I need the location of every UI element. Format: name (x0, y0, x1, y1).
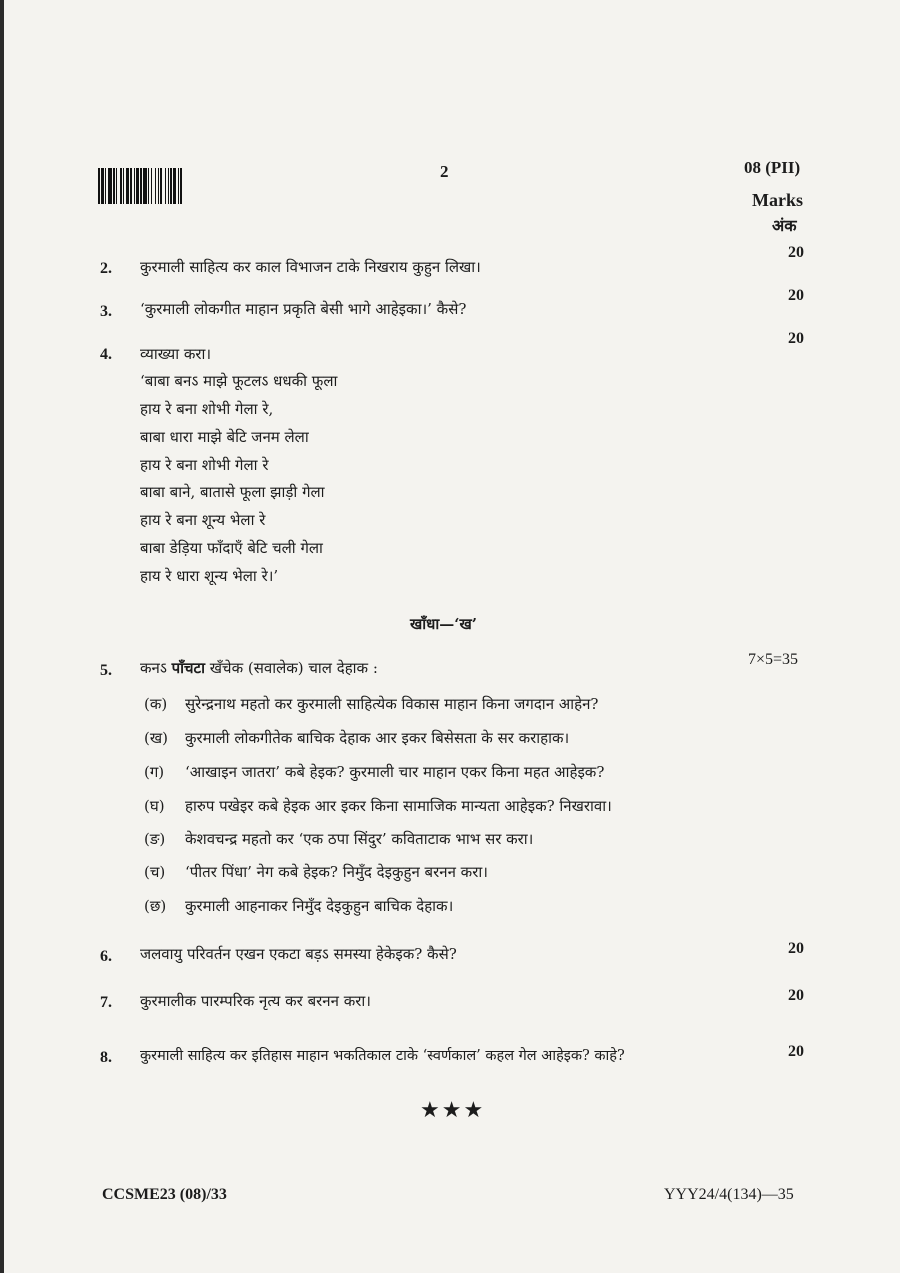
poem-line: बाबा बाने, बातासे फूला झाड़ी गेला (140, 483, 325, 501)
question-text: कुरमालीक पारम्परिक नृत्य कर बरनन करा। (140, 992, 371, 1010)
barcode-bar (108, 168, 112, 204)
barcode-bar (170, 168, 172, 204)
question-text: ‘कुरमाली लोकगीत माहान प्रकृति बेसी भागे आहेइका।’ कैसे? (140, 300, 467, 318)
poem-line: हाय रे बना शून्य भेला रे (140, 511, 266, 529)
barcode-bar (101, 168, 104, 204)
subquestion-label: (घ) (144, 797, 165, 815)
question-marks: 20 (788, 1043, 804, 1060)
question-marks: 20 (788, 287, 804, 304)
question-number: 8. (100, 1049, 112, 1066)
barcode (98, 168, 266, 204)
question-text-suffix: खँचेक (सवालेक) चाल देहाक : (205, 659, 378, 677)
marks-heading-english: Marks (752, 190, 803, 210)
barcode-bar (180, 168, 182, 204)
question-marks: 20 (788, 330, 804, 347)
subquestion-text: कुरमाली लोकगीतेक बाचिक देहाक आर इकर बिसेसता के सर कराहाक। (185, 729, 570, 747)
question-number: 4. (100, 346, 112, 363)
question-text: व्याख्या करा। (140, 345, 212, 363)
barcode-bar (155, 168, 156, 204)
barcode-bar (105, 168, 106, 204)
barcode-bar (123, 168, 124, 204)
poem-line: बाबा धारा माझे बेटि जनम लेला (140, 428, 309, 446)
subquestion-label: (च) (144, 863, 166, 881)
barcode-bar (151, 168, 152, 204)
question-text: कुरमाली साहित्य कर काल विभाजन टाके निखराय कुहुन लिखा। (140, 258, 481, 276)
question-number: 2. (100, 260, 112, 277)
end-of-paper-stars: ★★★ (420, 1098, 486, 1123)
barcode-bar (178, 168, 179, 204)
subquestion-text: कुरमाली आहनाकर निमुँद देइकुहुन बाचिक देहाक। (185, 897, 454, 915)
question-number: 7. (100, 994, 112, 1011)
subquestion-label: (क) (144, 695, 168, 713)
question-marks: 20 (788, 987, 804, 1004)
barcode-bar (158, 168, 159, 204)
barcode-bar (116, 168, 117, 204)
subquestion-text: सुरेन्द्रनाथ महतो कर कुरमाली साहित्येक विकास माहान किना जगदान आहेन? (185, 695, 599, 713)
question-marks: 7×5=35 (748, 651, 799, 668)
question-marks: 20 (788, 940, 804, 957)
barcode-bar (113, 168, 115, 204)
question-number: 6. (100, 948, 112, 965)
barcode-bar (140, 168, 142, 204)
paper-code: 08 (PII) (744, 158, 801, 177)
marks-heading-hindi: अंक (772, 216, 797, 235)
question-marks: 20 (788, 244, 804, 261)
subquestion-text: ‘आखाइन जातरा’ कबे हेइक? कुरमाली चार माहान एकर किना महत आहेइक? (185, 763, 605, 781)
poem-line: बाबा डेड़िया फाँदाएँ बेटि चली गेला (140, 539, 323, 557)
poem-line: ‘बाबा बनऽ माझे फूटलऽ धधकी फूला (140, 372, 338, 390)
subquestion-text: केशवचन्द्र महतो कर ‘एक ठपा सिंदुर’ कविताटाक भाभ सर करा। (185, 830, 534, 848)
subquestion-label: (ग) (144, 763, 165, 781)
poem-line: हाय रे धारा शून्य भेला रे।’ (140, 567, 279, 585)
barcode-bar (173, 168, 176, 204)
question-number: 3. (100, 303, 112, 320)
barcode-bar (126, 168, 129, 204)
footer-left-code: CCSME23 (08)/33 (102, 1186, 227, 1203)
poem-line: हाय रे बना शोभी गेला रे, (140, 400, 274, 418)
barcode-bar (120, 168, 122, 204)
subquestion-label: (ख) (144, 729, 168, 747)
subquestion-label: (ङ) (144, 830, 166, 848)
page-edge-shadow (0, 0, 4, 1273)
question-text-prefix: कनऽ (140, 659, 172, 677)
barcode-bar (165, 168, 166, 204)
page-number: 2 (440, 162, 449, 181)
footer-right-code: YYY24/4(134)—35 (664, 1186, 794, 1203)
subquestion-label: (छ) (144, 897, 167, 915)
question-text: कुरमाली साहित्य कर इतिहास माहान भकतिकाल टाके ‘स्वर्णकाल’ कहल गेल आहेइक? काहे? (140, 1048, 625, 1064)
barcode-bar (168, 168, 169, 204)
question-text: जलवायु परिवर्तन एखन एकटा बड़ऽ समस्या हेकेइक? कैसे? (140, 945, 457, 963)
barcode-bar (130, 168, 132, 204)
barcode-bar (148, 168, 149, 204)
question-text-emphasis: पाँचटा (171, 659, 206, 677)
barcode-bar (160, 168, 162, 204)
barcode-bar (134, 168, 135, 204)
subquestion-text: ‘पीतर पिंधा’ नेग कबे हेइक? निमुँद देइकुहुन बरनन करा। (185, 863, 488, 881)
section-title: खाँधा—‘ख’ (410, 615, 477, 633)
barcode-bar (143, 168, 147, 204)
subquestion-text: हारुप पखेइर कबे हेइक आर इकर किना सामाजिक मान्यता आहेइक? निखरावा। (185, 797, 612, 815)
barcode-bar (98, 168, 100, 204)
question-text (140, 658, 378, 678)
barcode-bar (136, 168, 139, 204)
question-number: 5. (100, 662, 112, 679)
poem-line: हाय रे बना शोभी गेला रे (140, 456, 269, 474)
